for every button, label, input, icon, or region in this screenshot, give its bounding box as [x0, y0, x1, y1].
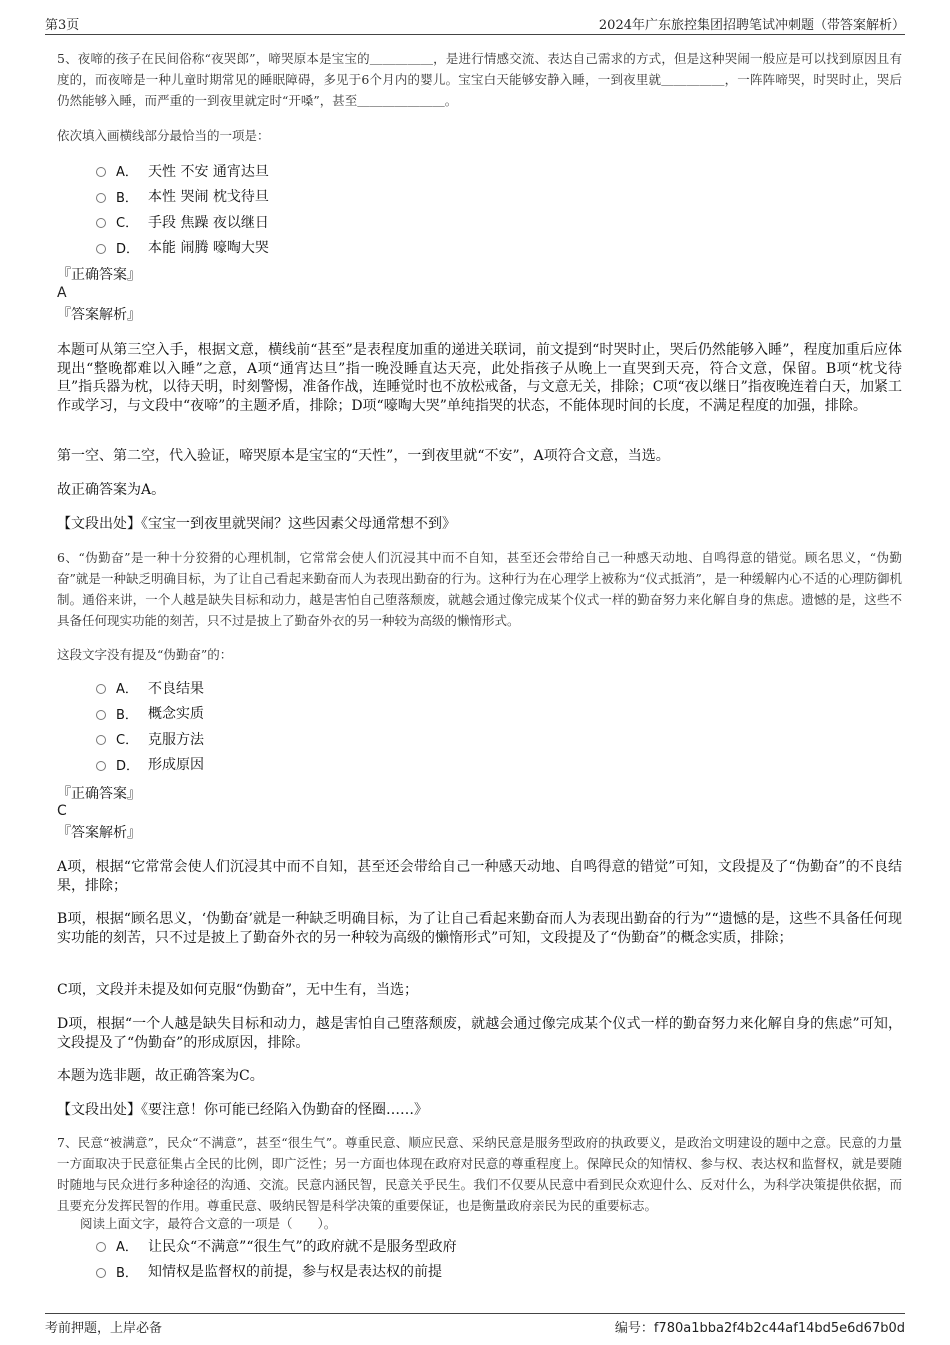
q6-analysis-a: A项，根据“它常常会使人们沉浸其中而不自知，甚至还会带给自己一种感天动地、自鸣得意的错觉”可知，文段提及了“伪勤奋”的不良结果，排除； [57, 859, 902, 894]
q6-option-a[interactable]: A． 不良结果 [96, 675, 204, 701]
q5-answer-label: 『正确答案』 [57, 267, 141, 283]
q6-analysis-label: 『答案解析』 [57, 825, 141, 841]
q6-answer: C [57, 803, 67, 819]
radio-icon[interactable] [96, 735, 106, 745]
radio-icon[interactable] [96, 218, 106, 228]
q6-option-c[interactable]: C． 克服方法 [96, 726, 204, 752]
radio-icon[interactable] [96, 167, 106, 177]
radio-icon[interactable] [96, 684, 106, 694]
radio-icon[interactable] [96, 1268, 106, 1278]
q5-source: 【文段出处】《宝宝一到夜里就哭闹？这些因素父母通常想不到》 [57, 516, 456, 532]
q6-analysis-d: D项，根据“一个人越是缺失目标和动力，越是害怕自己堕落颓废，就越会通过像完成某个仪式一样的勤奋努力来化解自身的焦虑”可知，文段提及了“伪勤奋”的形成原因，排除。 [57, 1016, 902, 1051]
q5-analysis-2: 第一空、第二空，代入验证，啼哭原本是宝宝的“天性”，一到夜里就“不安”，A项符合文意，当选。 [57, 448, 670, 464]
q5-option-c[interactable]: C． 手段 焦躁 夜以继日 [96, 209, 269, 235]
document-title: 2024年广东旅控集团招聘笔试冲刺题（带答案解析） [598, 18, 905, 33]
q6-analysis-c: C项，文段并未提及如何克服“伪勤奋”，无中生有，当选； [57, 982, 419, 998]
q6-prompt: 这段文字没有提及“伪勤奋”的： [57, 647, 233, 662]
q5-option-d[interactable]: D． 本能 闹腾 嚎啕大哭 [96, 235, 269, 261]
q5-analysis-label: 『答案解析』 [57, 307, 141, 323]
q7-prompt: 阅读上面文字，最符合文意的一项是（ ）。 [80, 1216, 337, 1231]
q5-prompt: 依次填入画横线部分最恰当的一项是： [57, 128, 270, 143]
document-code [615, 1317, 905, 1336]
q5-analysis-3: 故正确答案为A。 [57, 482, 166, 498]
q6-analysis-b: B项，根据“顾名思义，‘伪勤奋’就是一种缺乏明确目标，为了让自己看起来勤奋而人为表现出勤奋的行为”“遗憾的是，这些不具备任何现实功能的刻苦，只不过是披上了勤奋外衣的另一种较为高级的懒惰形式”可知，文段提及了“伪勤奋”的概念实质，排除； [57, 911, 902, 946]
q7-option-a[interactable]: A． 让民众“不满意”“很生气”的政府就不是服务型政府 [96, 1233, 457, 1259]
page-header [45, 14, 905, 35]
q5-option-a[interactable]: A． 天性 不安 通宵达旦 [96, 158, 269, 184]
q5-analysis-1: 本题可从第三空入手，根据文意，横线前“甚至”是表程度加重的递进关联词，前文提到“时哭时止，哭后仍然能够入睡”，程度加重后应体现出“整晚都难以入睡”之意，A项“通宵达旦”指一晚没睡直达天亮，此处指孩子从晚上一直哭到天亮，符合文意，保留。B项“枕戈待旦”指兵器为枕，以待天明，时刻警惕，准备作战，连睡觉时也不放松戒备，与文意无关，排除；C项“夜以继日”指夜晚连着白天，加紧工作或学习，与文段中“夜啼”的主题矛盾，排除；D项“嚎啕大哭”单纯指哭的状态，不能体现时间的长度，不满足程度的加强，排除。 [57, 342, 902, 414]
footer-slogan: 考前押题，上岸必备 [45, 1321, 163, 1336]
q5-options [96, 158, 269, 260]
radio-icon[interactable] [96, 1242, 106, 1252]
q5-text: 5、夜啼的孩子在民间俗称“夜哭郎”，啼哭原本是宝宝的＿＿＿＿＿，是进行情感交流、表达自己需求的方式，但是这种哭闹一般应是可以找到原因且有度的，而夜啼是一种儿童时期常见的睡眠障碍，多见于6个月内的婴儿。宝宝白天能够安静入睡，一到夜里就＿＿＿＿＿，一阵阵啼哭，时哭时止，哭后仍然能够入睡，而严重的一到夜里就定时“开嗓”，甚至＿＿＿＿＿＿＿。 [57, 51, 902, 108]
q6-answer-label: 『正确答案』 [57, 786, 141, 802]
q6-option-b[interactable]: B． 概念实质 [96, 701, 204, 727]
q6-analysis-conclusion: 本题为选非题，故正确答案为C。 [57, 1068, 264, 1084]
code-label: 编号： [614, 1321, 654, 1336]
q6-source: 【文段出处】《要注意！你可能已经陷入伪勤奋的怪圈……》 [57, 1102, 428, 1118]
q5-answer: A [57, 285, 67, 301]
radio-icon[interactable] [96, 710, 106, 720]
q6-options [96, 675, 204, 777]
page-number: 第3页 [45, 18, 80, 33]
radio-icon[interactable] [96, 761, 106, 771]
q5-option-b[interactable]: B． 本性 哭闹 枕戈待旦 [96, 184, 269, 210]
radio-icon[interactable] [96, 193, 106, 203]
radio-icon[interactable] [96, 244, 106, 254]
q7-options [96, 1233, 457, 1284]
page-footer [45, 1313, 905, 1336]
q6-option-d[interactable]: D． 形成原因 [96, 752, 204, 778]
q6-text: 6、“伪勤奋”是一种十分狡猾的心理机制，它常常会使人们沉浸其中而不自知，甚至还会带给自己一种感天动地、自鸣得意的错觉。顾名思义，“伪勤奋”就是一种缺乏明确目标，为了让自己看起来勤奋而人为表现出勤奋的行为。这种行为在心理学上被称为“仪式抵消”，是一种缓解内心不适的心理防御机制。通俗来讲，一个人越是缺失目标和动力，越是害怕自己堕落颓废，就越会通过像完成某个仪式一样的勤奋努力来化解自身的焦虑。遗憾的是，这些不具备任何现实功能的刻苦，只不过是披上了勤奋外衣的另一种较为高级的懒惰形式。 [57, 550, 902, 628]
code-value: f780a1bba2f4b2c44af14bd5e6d67b0d [653, 1321, 905, 1336]
q7-text: 7、民意“被满意”，民众“不满意”，甚至“很生气”。尊重民意、顺应民意、采纳民意是服务型政府的执政要义，是政治文明建设的题中之意。民意的力量一方面取决于民意征集占全民的比例，即广泛性；另一方面也体现在政府对民意的尊重程度上。保障民众的知情权、参与权、表达权和监督权，就是要随时随地与民众进行多种途径的沟通、交流。民意内涵民智，民意关乎民生。我们不仅要从民意中看到民众欢迎什么、反对什么，为科学决策提供依据，而且要充分发挥民智的作用。尊重民意、吸纳民智是科学决策的重要保证，也是衡量政府亲民为民的重要标志。 [57, 1135, 902, 1213]
q7-option-b[interactable]: B． 知情权是监督权的前提，参与权是表达权的前提 [96, 1259, 457, 1285]
